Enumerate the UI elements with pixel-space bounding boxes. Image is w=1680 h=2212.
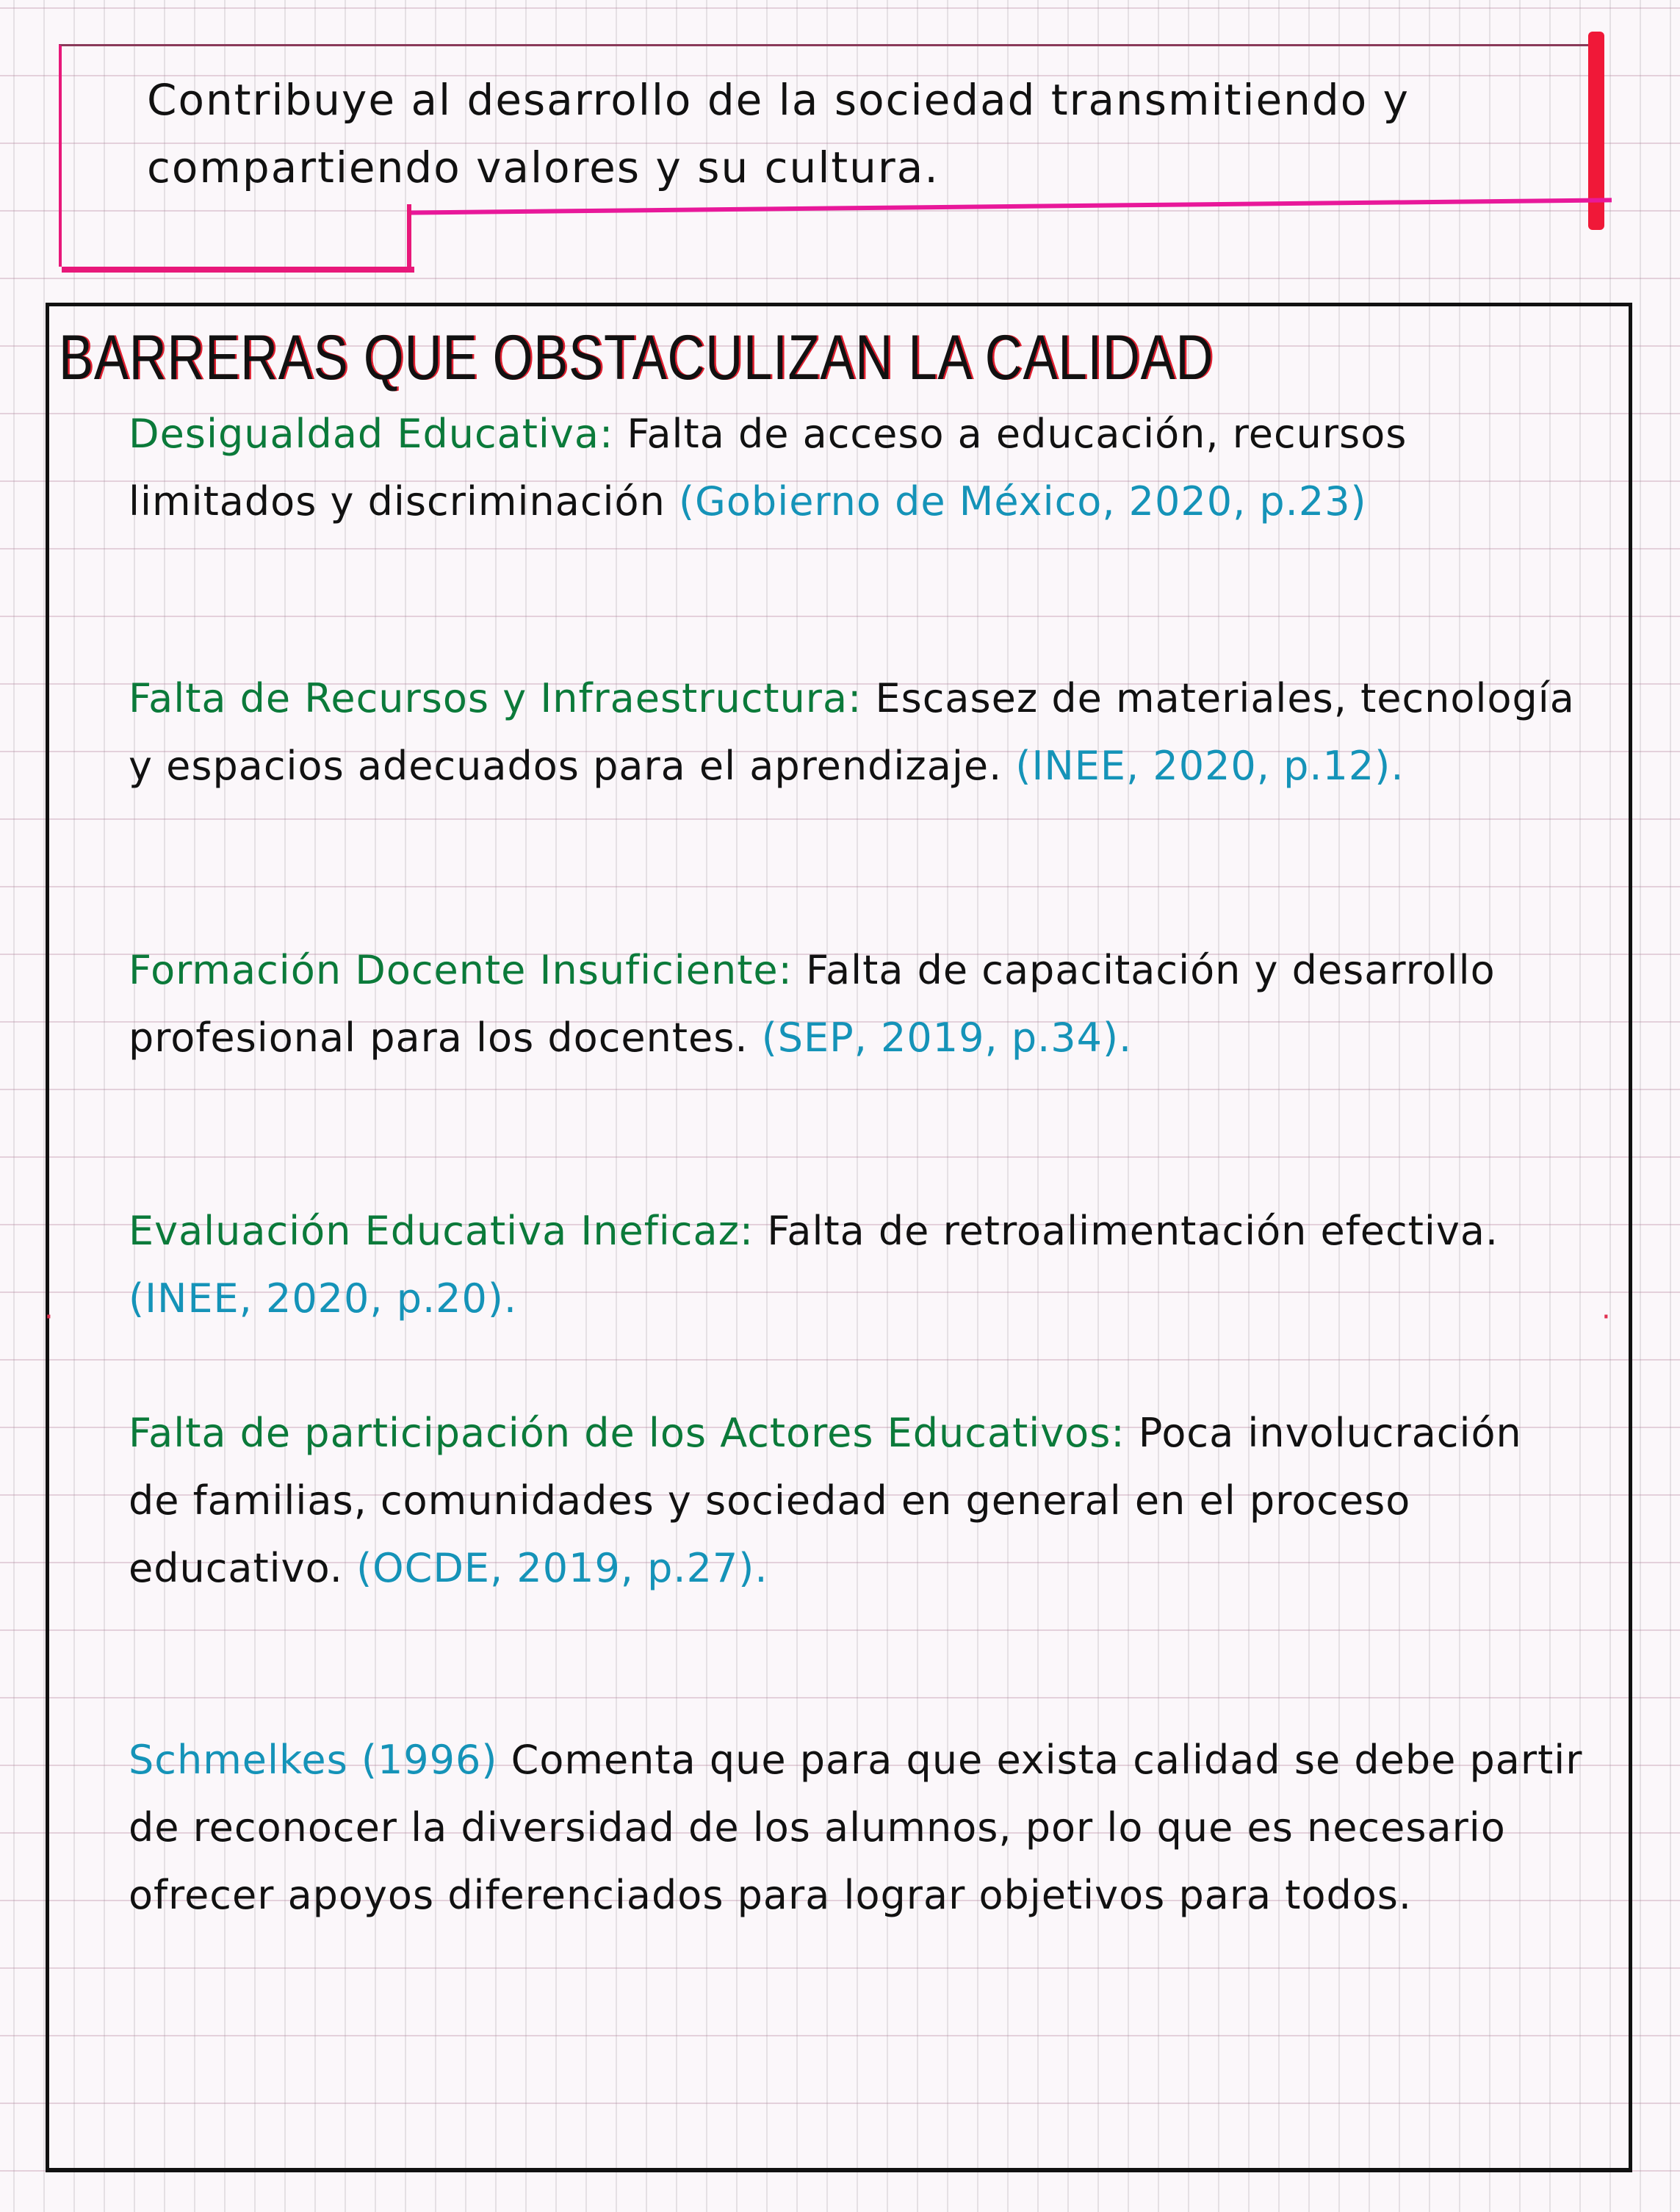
pink-vertical-line — [407, 204, 411, 270]
closing-paragraph — [129, 1726, 1583, 1929]
section-citation: (INEE, 2020, p.12). — [1015, 743, 1405, 789]
box-bottom-line — [46, 2168, 1632, 2172]
ink-dots: · — [44, 1300, 54, 1334]
section-heading: Formación Docente Insuficiente: — [129, 947, 793, 993]
intro-text: Contribuye al desarrollo de la sociedad transmitiendo y compartiendo valores y su cultura. — [147, 75, 1410, 192]
section-citation: (Gobierno de México, 2020, p.23) — [678, 478, 1367, 525]
section-heading: Desigualdad Educativa: — [129, 411, 614, 457]
section-heading: Evaluación Educativa Ineficaz: — [129, 1208, 754, 1254]
section-citation: (SEP, 2019, p.34). — [761, 1015, 1133, 1061]
section-recursos — [129, 665, 1583, 800]
section-body: Falta de retroalimentación efectiva. — [754, 1208, 1499, 1254]
closing-body: Comenta que para que exista calidad se debe partir de reconocer la diversidad de los alumnos, por lo que es necesario ofrecer apoyos diferenciados para lograr objetivos para todos. — [129, 1737, 1583, 1918]
section-body: Escasez de materiales, tecnología y espacios adecuados para el aprendizaje. — [129, 675, 1575, 789]
ink-dots: · — [1601, 1300, 1611, 1334]
section-heading: Falta de participación de los Actores Educativos: — [129, 1410, 1125, 1456]
section-heading: Falta de Recursos y Infraestructura: — [129, 675, 862, 721]
section-citation: (OCDE, 2019, p.27). — [356, 1545, 768, 1591]
closing-author: Schmelkes (1996) — [129, 1737, 498, 1783]
section-body: Falta de acceso a educación, recursos limitados y discriminación — [129, 411, 1407, 525]
section-body: Falta de capacitación y desarrollo profesional para los docentes. — [129, 947, 1496, 1061]
section-citation: (INEE, 2020, p.20). — [129, 1275, 518, 1322]
pink-bottom-line — [62, 267, 414, 273]
section-desigualdad — [129, 400, 1583, 536]
section-formacion — [129, 937, 1583, 1072]
section-evaluacion — [129, 1197, 1583, 1333]
section-body: Poca involucración de familias, comunidades y sociedad en general en el proceso educativo. — [129, 1410, 1522, 1591]
page-title: BARRERAS QUE OBSTACULIZAN LA CALIDAD — [59, 323, 1214, 393]
section-participacion — [129, 1399, 1583, 1602]
